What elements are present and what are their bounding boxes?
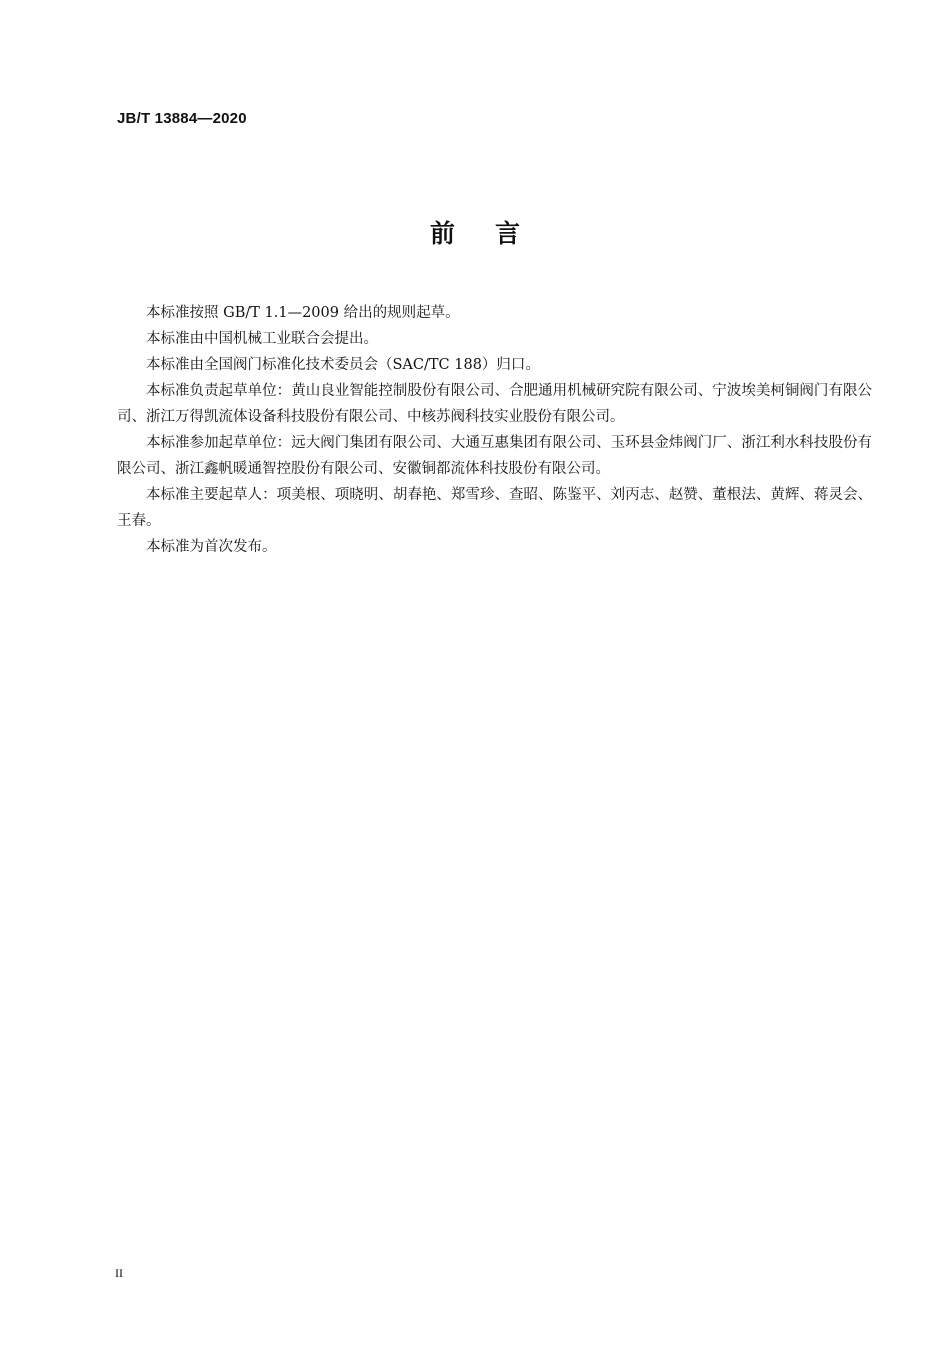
paragraph-proposer: 本标准由中国机械工业联合会提出。 — [146, 331, 378, 347]
paragraph-administrator: 本标准由全国阀门标准化技术委员会（SAC/TC 188）归口。 — [146, 357, 540, 373]
paragraph-main-drafters: 本标准主要起草人：项美根、项晓明、胡春艳、郑雪珍、查昭、陈鉴平、刘丙志、赵赞、董根法、黄辉、蒋灵会、王春。 — [117, 487, 872, 529]
page-title: 前言 — [429, 219, 560, 248]
paragraph-first-release: 本标准为首次发布。 — [146, 539, 277, 555]
paragraph-drafting-rules: 本标准按照 GB/T 1.1—2009 给出的规则起草。 — [146, 305, 460, 321]
standard-number: JB/T 13884—2020 — [117, 110, 247, 127]
paragraph-participating-drafters: 本标准参加起草单位：远大阀门集团有限公司、大通互惠集团有限公司、玉环县金炜阀门厂、浙江利水科技股份有限公司、浙江鑫帆暖通智控股份有限公司、安徽铜都流体科技股份有限公司。 — [117, 435, 872, 477]
paragraph-lead-drafters: 本标准负责起草单位：黄山良业智能控制股份有限公司、合肥通用机械研究院有限公司、宁波埃美柯铜阀门有限公司、浙江万得凯流体设备科技股份有限公司、中核苏阀科技实业股份有限公司。 — [117, 383, 872, 425]
foreword-body — [117, 300, 872, 560]
page-number: II — [115, 1266, 123, 1280]
